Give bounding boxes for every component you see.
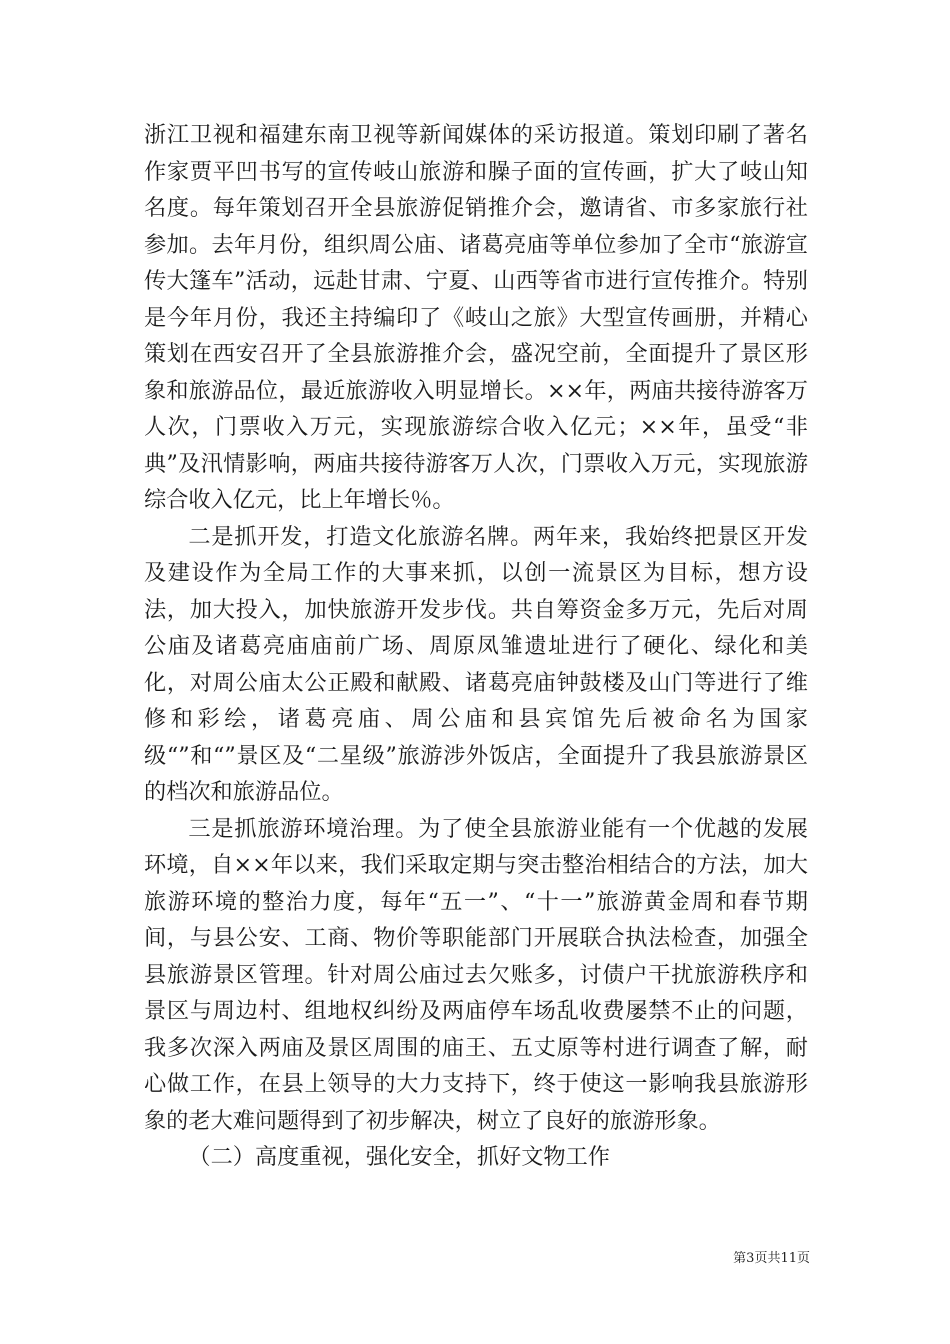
document-body [144, 117, 808, 1176]
paragraph-promotion-continued: 浙江卫视和福建东南卫视等新闻媒体的采访报道。策划印刷了著名作家贾平凹书写的宣传岐山旅游和臊子面的宣传画，扩大了岐山知名度。每年策划召开全县旅游促销推介会，邀请省、市多家旅行社参加。去年月份，组织周公庙、诸葛亮庙等单位参加了全市“旅游宣传大篷车”活动，远赴甘肃、宁夏、山西等省市进行宣传推介。特别是今年月份，我还主持编印了《岐山之旅》大型宣传画册，并精心策划在西安召开了全县旅游推介会，盛况空前，全面提升了景区形象和旅游品位，最近旅游收入明显增长。××年，两庙共接待游客万人次，门票收入万元，实现旅游综合收入亿元；××年，虽受“非典”及汛情影响，两庙共接待游客万人次，门票收入万元，实现旅游综合收入亿元，比上年增长％。 [144, 122, 808, 513]
section-heading-cultural-relics: （二）高度重视，强化安全，抓好文物工作 [188, 1144, 610, 1170]
paragraph-environment: 三是抓旅游环境治理。为了使全县旅游业能有一个优越的发展环境，自××年以来，我们采取定期与突击整治相结合的方法，加大旅游环境的整治力度，每年“五一”、“十一”旅游黄金周和春节期间，与县公安、工商、物价等职能部门开展联合执法检查，加强全县旅游景区管理。针对周公庙过去欠账多，讨债户干扰旅游秩序和景区与周边村、组地权纠纷及两庙停车场乱收费屡禁不止的问题，我多次深入两庙及景区周围的庙王、五丈原等村进行调查了解，耐心做工作，在县上领导的大力支持下，终于使这一影响我县旅游形象的老大难问题得到了初步解决，树立了良好的旅游形象。 [144, 815, 808, 1134]
paragraph-development: 二是抓开发，打造文化旅游名牌。两年来，我始终把景区开发及建设作为全局工作的大事来抓，以创一流景区为目标，想方设法，加大投入，加快旅游开发步伐。共自筹资金多万元，先后对周公庙及诸葛亮庙庙前广场、周原凤雏遗址进行了硬化、绿化和美化，对周公庙太公正殿和献殿、诸葛亮庙钟鼓楼及山门等进行了维修和彩绘，诸葛亮庙、周公庙和县宾馆先后被命名为国家级“”和“”景区及“二星级”旅游涉外饭店，全面提升了我县旅游景区的档次和旅游品位。 [144, 523, 808, 805]
page-number-footer: 第3页共11页 [733, 1251, 810, 1266]
